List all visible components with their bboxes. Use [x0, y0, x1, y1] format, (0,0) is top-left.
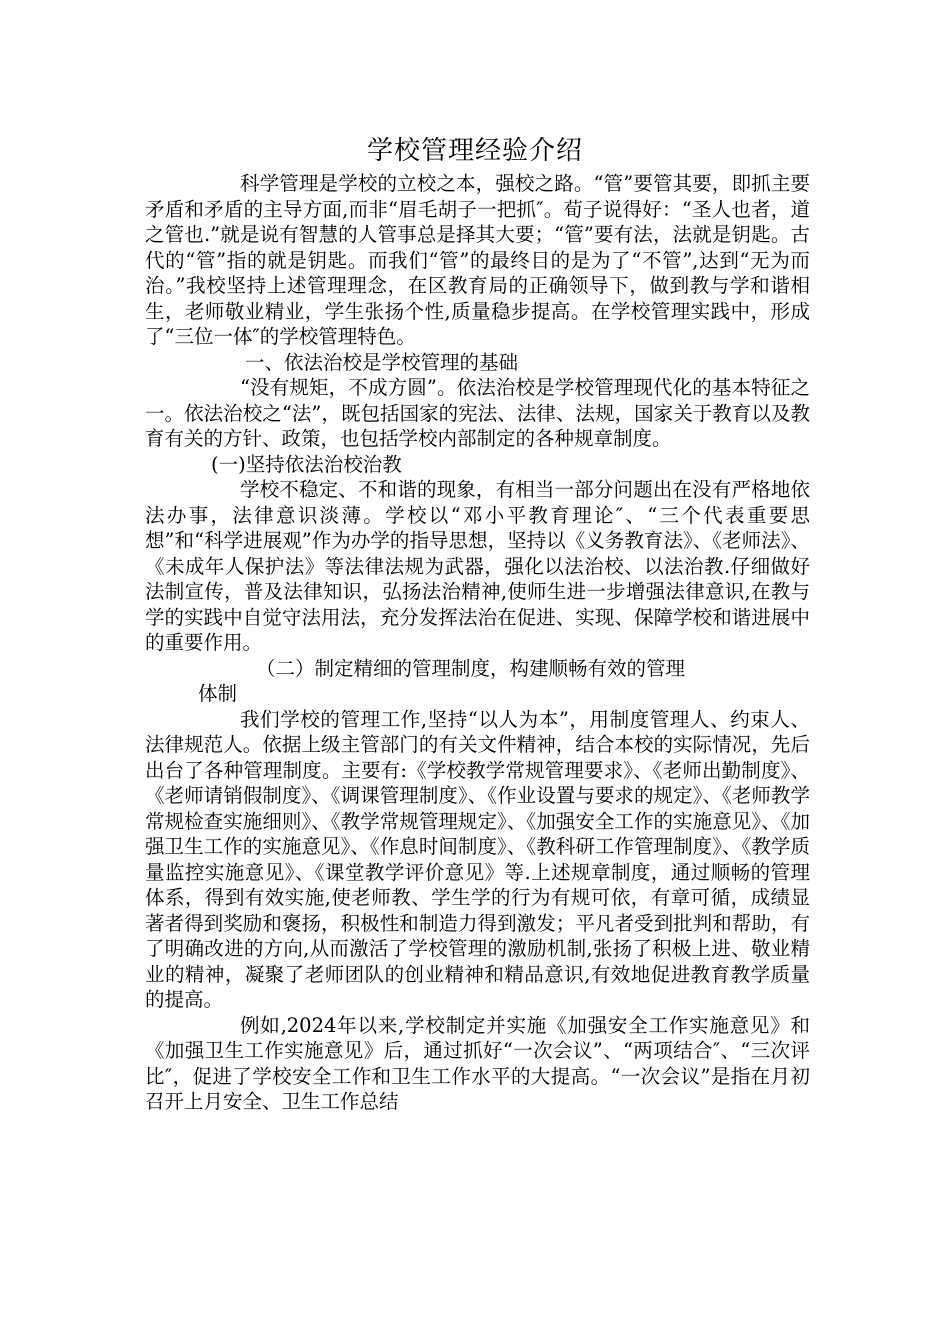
subsection-1-paragraph: 学校不稳定、不和谐的现象，有相当一部分问题出在没有严格地依法办事，法律意识淡薄。学校以“邓小平教育理论″、“三个代表重要思想”和“科学进展观”作为办学的指导思想，坚持以《义务教育法》、《老师法》、《未成年人保护法》等法律法规为武器，强化以法治校、以法治教.仔细做好法制宣传，普及法律知识，弘扬法治精神,使师生进一步增强法律意识,在教与学的实践中自觉守法用法，充分发挥法治在促进、实现、保障学校和谐进展中的重要作用。: [145, 478, 810, 654]
section-1-paragraph: “没有规矩，不成方圆”。依法治校是学校管理现代化的基本特征之一。依法治校之“法”，既包括国家的宪法、法律、法规，国家关于教育以及教育有关的方针、政策，也包括学校内部制定的各种规章制度。: [145, 376, 810, 450]
example-paragraph: 例如,2024年以来,学校制定并实施《加强安全工作实施意见》和《加强卫生工作实施意见》后，通过抓好“一次会议”、“两项结合″、“三次评比″，促进了学校安全工作和卫生工作水平的大提高。“一次会议”是指在月初召开上月安全、卫生工作总结: [145, 1013, 810, 1113]
intro-paragraph: 科学管理是学校的立校之本，强校之路。“管”要管其要，即抓主要矛盾和矛盾的主导方面,而非“眉毛胡子一把抓″。荀子说得好：“圣人也者，道之管也.”就是说有智慧的人管事总是择其大要；“管”要有法，法就是钥匙。古代的“管”指的就是钥匙。而我们“管”的最终目的是为了“不管”,达到“无为而治。”我校坚持上述管理理念，在区教育局的正确领导下，做到教与学和谐相生，老师敬业精业，学生张扬个性,质量稳步提高。在学校管理实践中，形成了“三位一体″的学校管理特色。: [145, 172, 810, 348]
section-heading-1: 一、依法治校是学校管理的基础: [245, 350, 519, 374]
subsection-heading-2-cont: 体制: [198, 682, 238, 705]
subsection-2-paragraph: 我们学校的管理工作,坚持“以人为本”，用制度管理人、约束人、法律规范人。依据上级主管部门的有关文件精神，结合本校的实际情况，先后出台了各种管理制度。主要有:《学校教学常规管理要求》、《老师出勤制度》、《老师请销假制度》、《调课管理制度》、《作业设置与要求的规定》、《老师教学常规检查实施细则》、《教学常规管理规定》、《加强安全工作的实施意见》、《加强卫生工作的实施意见》、《作息时间制度》、《教科研工作管理制度》、《教学质量监控实施意见》、《课堂教学评价意见》等.上述规章制度，通过顺畅的管理体系，得到有效实施,使老师教、学生学的行为有规可依，有章可循，成绩显著者得到奖励和褒扬，积极性和制造力得到激发；平凡者受到批判和帮助，有了明确改进的方向,从而激活了学校管理的激励机制,张扬了积极上进、敬业精业的精神，凝聚了老师团队的创业精神和精品意识,有效地促进教育教学质量的提高。: [145, 707, 810, 1011]
subsection-heading-1: (一)坚持依法治校治教: [211, 452, 402, 476]
document-title: 学校管理经验介绍: [366, 136, 583, 166]
document-body: [145, 171, 810, 1115]
subsection-heading-2: （二）制定精细的管理制度，构建顺畅有效的管理: [256, 656, 686, 680]
